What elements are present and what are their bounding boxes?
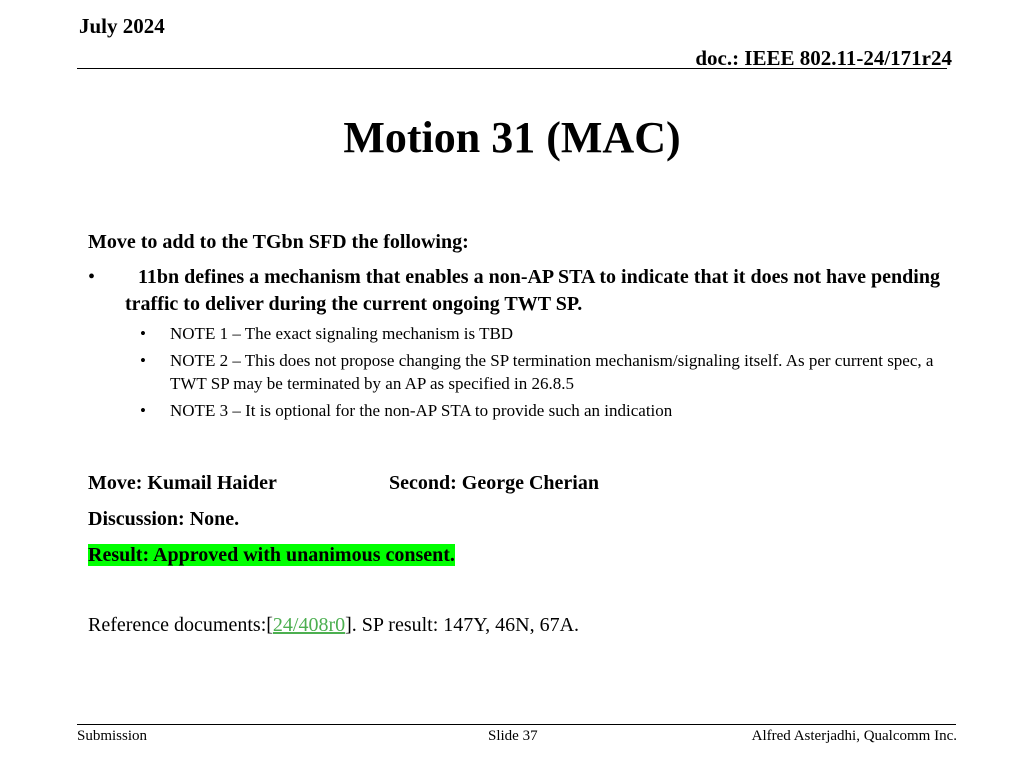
note-item (88, 399, 948, 422)
mover-text: Move: Kumail Haider (88, 472, 277, 494)
bullet-icon: • (88, 266, 96, 288)
note-item (88, 322, 948, 345)
header-date: July 2024 (79, 14, 165, 38)
mover-line (88, 470, 948, 496)
note-text: NOTE 2 – This does not propose changing the SP termination mechanism/signaling itself. As per current spec, a TWT SP may be terminated by an AP as specified in 26.8.5 (170, 351, 934, 393)
slide-title: Motion 31 (MAC) (343, 113, 681, 162)
reference-suffix: ]. SP result: 147Y, 46N, 67A. (345, 614, 580, 636)
reference-prefix: Reference documents:[ (88, 614, 273, 636)
reference-line (88, 612, 948, 638)
note-text: NOTE 1 – The exact signaling mechanism is TBD (170, 324, 514, 343)
seconder-text: Second: George Cherian (389, 472, 599, 494)
bullet-icon: • (140, 351, 146, 370)
footer-slide-number: Slide 37 (488, 728, 538, 744)
notes-list (88, 322, 948, 422)
result-line (88, 542, 948, 568)
discussion-line: Discussion: None. (88, 508, 240, 530)
footer-author: Alfred Asterjadhi, Qualcomm Inc. (751, 728, 957, 744)
main-bullet-text: 11bn defines a mechanism that enables a non-AP STA to indicate that it does not have pending traffic to deliver during the current ongoing TWT SP. (125, 266, 940, 315)
bullet-icon: • (140, 324, 146, 343)
footer-submission: Submission (77, 728, 148, 744)
motion-intro: Move to add to the TGbn SFD the following: (88, 231, 469, 253)
bullet-icon: • (140, 401, 146, 420)
main-bullet-item (88, 264, 948, 318)
result-highlight: Result: Approved with unanimous consent. (88, 544, 455, 566)
reference-doc-link[interactable]: 24/408r0 (272, 614, 346, 636)
header-doc-id: doc.: IEEE 802.11-24/171r24 (695, 46, 952, 70)
header-divider (77, 68, 947, 69)
note-item (88, 349, 948, 395)
footer-divider (77, 724, 956, 725)
note-text: NOTE 3 – It is optional for the non-AP STA to provide such an indication (170, 401, 673, 420)
slide-content (88, 229, 948, 638)
